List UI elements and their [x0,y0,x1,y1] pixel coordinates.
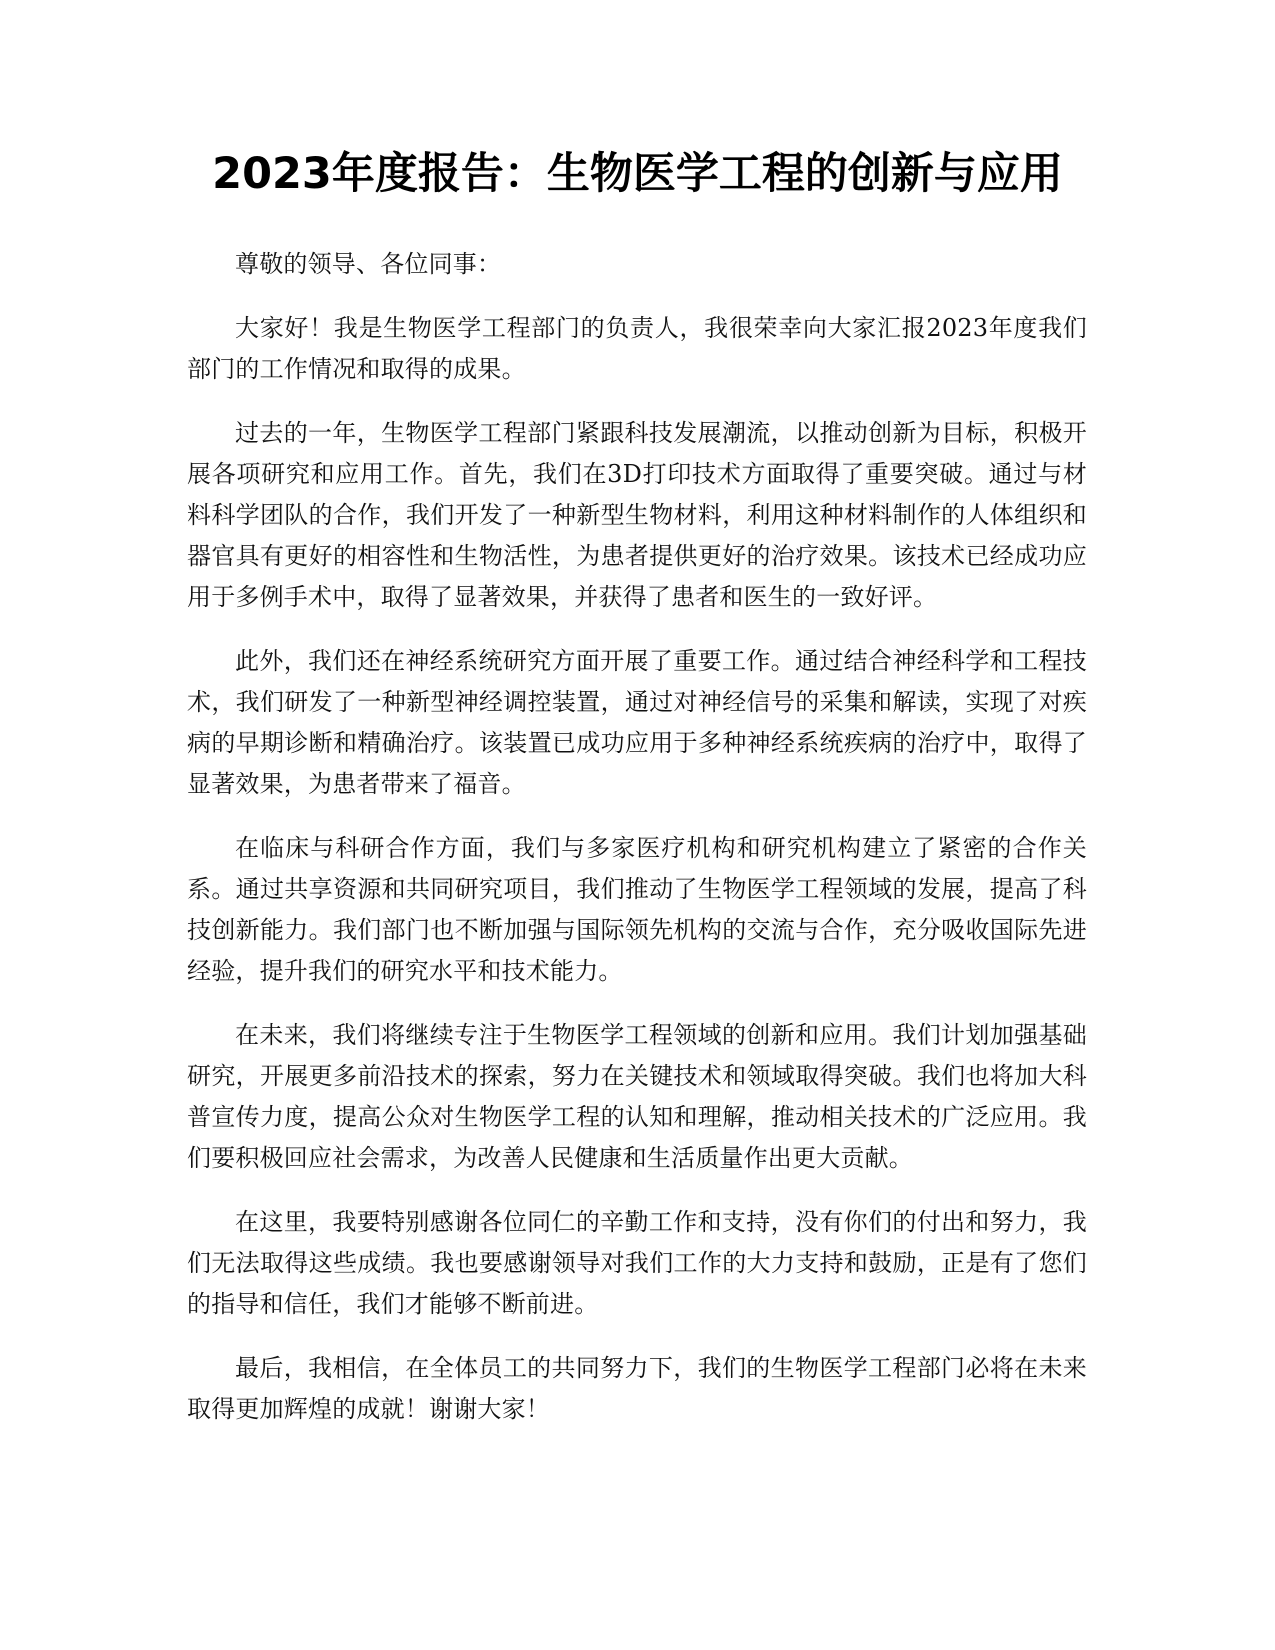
paragraph-future-plans: 在未来，我们将继续专注于生物医学工程领域的创新和应用。我们计划加强基础研究，开展更多前沿技术的探索，努力在关键技术和领域取得突破。我们也将加大科普宣传力度，提高公众对生物医学工程的认知和理解，推动相关技术的广泛应用。我们要积极回应社会需求，为改善人民健康和生活质量作出更大贡献。 [187,1021,1087,1172]
document-title: 2023年度报告：生物医学工程的创新与应用 [212,149,1063,199]
paragraph-3d-printing: 过去的一年，生物医学工程部门紧跟科技发展潮流，以推动创新为目标，积极开展各项研究和应用工作。首先，我们在3D打印技术方面取得了重要突破。通过与材料科学团队的合作，我们开发了一种新型生物材料，利用这种材料制作的人体组织和器官具有更好的相容性和生物活性，为患者提供更好的治疗效果。该技术已经成功应用于多例手术中，取得了显著效果，并获得了患者和医生的一致好评。 [187,419,1087,611]
document-body [187,244,1087,1453]
paragraph-collaboration: 在临床与科研合作方面，我们与多家医疗机构和研究机构建立了紧密的合作关系。通过共享资源和共同研究项目，我们推动了生物医学工程领域的发展，提高了科技创新能力。我们部门也不断加强与国际领先机构的交流与合作，充分吸收国际先进经验，提升我们的研究水平和技术能力。 [187,834,1087,985]
paragraph-thanks: 在这里，我要特别感谢各位同仁的辛勤工作和支持，没有你们的付出和努力，我们无法取得这些成绩。我也要感谢领导对我们工作的大力支持和鼓励，正是有了您们的指导和信任，我们才能够不断前进。 [187,1208,1087,1318]
paragraph-intro: 大家好！我是生物医学工程部门的负责人，我很荣幸向大家汇报2023年度我们部门的工作情况和取得的成果。 [187,314,1087,383]
salutation: 尊敬的领导、各位同事： [235,250,502,278]
paragraph-neural-research: 此外，我们还在神经系统研究方面开展了重要工作。通过结合神经科学和工程技术，我们研发了一种新型神经调控装置，通过对神经信号的采集和解读，实现了对疾病的早期诊断和精确治疗。该装置已成功应用于多种神经系统疾病的治疗中，取得了显著效果，为患者带来了福音。 [187,647,1087,798]
paragraph-closing: 最后，我相信，在全体员工的共同努力下，我们的生物医学工程部门必将在未来取得更加辉煌的成就！谢谢大家！ [187,1354,1087,1423]
